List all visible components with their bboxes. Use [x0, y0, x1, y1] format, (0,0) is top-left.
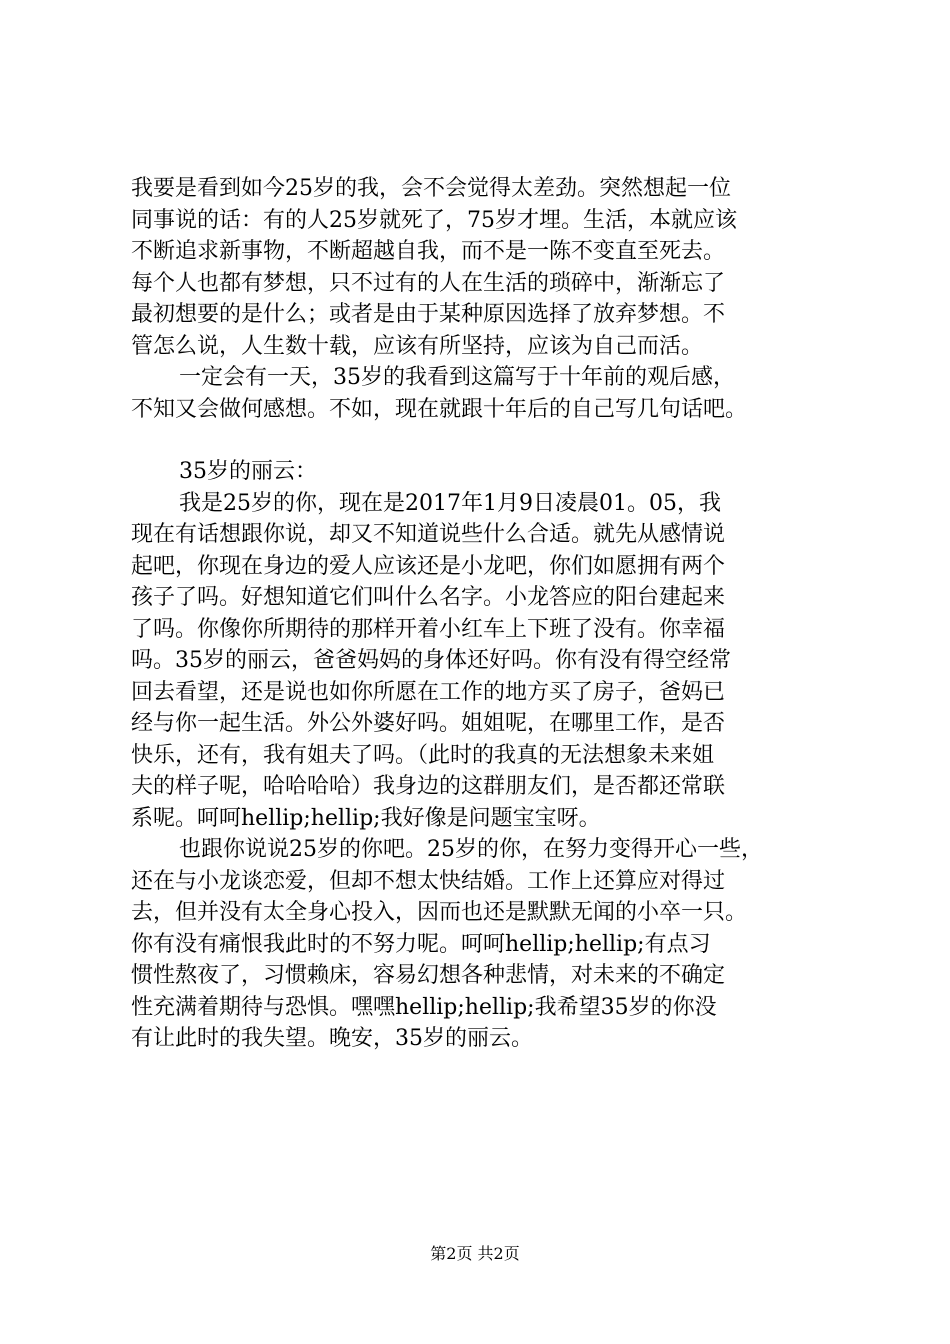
paragraph-line: 不知又会做何感想。不如，现在就跟十年后的自己写几句话吧。 — [131, 396, 748, 422]
paragraph-line: 不断追求新事物，不断超越自我，而不是一陈不变直至死去。 — [131, 239, 726, 264]
letter-line: 起吧，你现在身边的爱人应该还是小龙吧，你们如愿拥有两个 — [131, 553, 726, 579]
letter-line: 夫的样子呢，哈哈哈哈）我身边的这群朋友们，是否都还常联 — [131, 774, 726, 799]
letter-line: 快乐，还有，我有姐夫了吗。（此时的我真的无法想象未来姐 — [131, 742, 715, 768]
paragraph-line: 管怎么说，人生数十载，应该有所坚持，应该为自己而活。 — [131, 333, 704, 359]
paragraph-line: 一定会有一天，35岁的我看到这篇写于十年前的观后感， — [179, 365, 735, 390]
letter-line: 系呢。呵呵hellip;hellip;我好像是问题宝宝呀。 — [131, 805, 601, 831]
letter-line: 有让此时的我失望。晚安，35岁的丽云。 — [131, 1026, 533, 1051]
paragraph-line: 每个人也都有梦想，只不过有的人在生活的琐碎中，渐渐忘了 — [131, 270, 726, 296]
letter-line: 性充满着期待与恐惧。嘿嘿hellip;hellip;我希望35岁的你没 — [131, 994, 717, 1020]
letter-section — [131, 456, 831, 1055]
letter-salutation: 35岁的丽云： — [179, 459, 317, 484]
letter-line: 你有没有痛恨我此时的不努力呢。呵呵hellip;hellip;有点习 — [131, 931, 711, 957]
letter-line: 孩子了吗。好想知道它们叫什么名字。小龙答应的阳台建起来 — [131, 585, 726, 610]
paragraph-line: 我要是看到如今25岁的我，会不会觉得太差劲。突然想起一位 — [131, 176, 731, 201]
letter-line: 还在与小龙谈恋爱，但却不想太快结婚。工作上还算应对得过 — [131, 868, 726, 894]
letter-line: 去，但并没有太全身心投入，因而也还是默默无闻的小卒一只。 — [131, 900, 748, 925]
letter-line: 我是25岁的你，现在是2017年1月9日凌晨01。05，我 — [179, 490, 721, 516]
paragraph-line: 同事说的话：有的人25岁就死了，75岁才埋。生活，本就应该 — [131, 207, 737, 233]
letter-line: 现在有话想跟你说，却又不知道说些什么合适。就先从感情说 — [131, 522, 726, 547]
letter-line: 也跟你说说25岁的你吧。25岁的你，在努力变得开心一些， — [179, 837, 763, 862]
essay-paragraphs — [131, 173, 831, 425]
letter-line: 回去看望，还是说也如你所愿在工作的地方买了房子，爸妈已 — [131, 679, 726, 705]
paragraph-line: 最初想要的是什么；或者是由于某种原因选择了放弃梦想。不 — [131, 302, 726, 327]
page-footer — [0, 1242, 950, 1266]
letter-line: 吗。35岁的丽云，爸爸妈妈的身体还好吗。你有没有得空经常 — [131, 648, 731, 673]
page-number-label: 第2页 共2页 — [430, 1244, 520, 1263]
letter-line: 经与你一起生活。外公外婆好吗。姐姐呢，在哪里工作，是否 — [131, 711, 726, 736]
letter-line: 惯性熬夜了，习惯赖床，容易幻想各种悲情，对未来的不确定 — [131, 963, 726, 988]
letter-line: 了吗。你像你所期待的那样开着小红车上下班了没有。你幸福 — [131, 616, 726, 642]
